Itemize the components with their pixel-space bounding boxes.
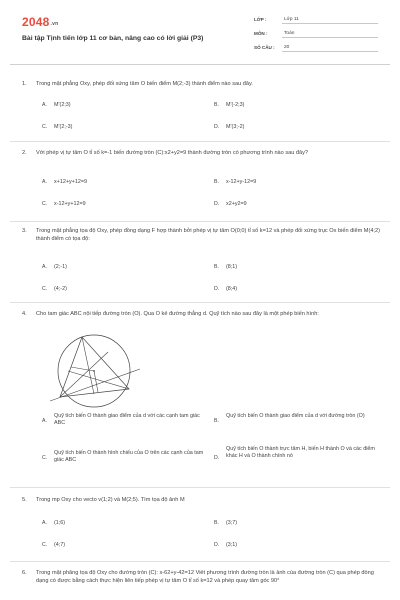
question-5 xyxy=(22,497,382,557)
question-number: 4. xyxy=(22,311,27,317)
header xyxy=(0,0,400,70)
option-text: x2+y2=9 xyxy=(226,201,247,207)
option-letter: B. xyxy=(214,264,219,270)
option-letter: A. xyxy=(42,179,47,185)
option-text: Quỹ tích biến O thành giao điểm của d với các cạnh tam giác ABC xyxy=(54,413,200,427)
grade-label: LỚP : xyxy=(254,17,267,22)
triangle-circle-figure xyxy=(38,331,148,411)
count-label: SỐ CÂU : xyxy=(254,45,275,50)
question-divider xyxy=(10,561,390,562)
option-text: M'(-2;3) xyxy=(226,102,245,108)
logo-main: 2048 xyxy=(22,15,50,29)
question-stem: Trong mp Oxy cho vecto v(1;2) và M(2;5). Tìm tọa độ ảnh M xyxy=(36,497,185,503)
option-letter: D. xyxy=(214,124,220,130)
option-text: (1;6) xyxy=(54,520,66,526)
question-2 xyxy=(22,150,382,218)
subject-label: MÔN : xyxy=(254,31,268,36)
option-text: (4;-2) xyxy=(54,286,67,292)
option-letter: D. xyxy=(214,201,220,207)
option-letter: C. xyxy=(42,124,48,130)
header-divider xyxy=(10,64,390,65)
option-letter: A. xyxy=(42,520,47,526)
option-letter: D. xyxy=(214,455,220,461)
option-text: (8;4) xyxy=(226,286,238,292)
question-stem: Trong mặt phẳng tọa độ Oxy, phép đồng dạng F hợp thành bởi phép vị tự tâm O(0;0) tỉ số k=12 và phép đối xứng trục Ox biến điểm M(4;2) thành điểm có tọa độ: xyxy=(36,228,380,242)
question-number: 3. xyxy=(22,228,27,234)
option-text: M'(2;-3) xyxy=(54,124,73,130)
option-letter: B. xyxy=(214,418,219,424)
page-title: Bài tập Tịnh tiến lớp 11 cơ bản, nâng cao có lời giải (P3) xyxy=(22,35,204,42)
option-letter: C. xyxy=(42,542,48,548)
option-text: x-12+y+12=9 xyxy=(54,201,86,207)
option-letter: A. xyxy=(42,418,47,424)
question-3 xyxy=(22,228,382,296)
question-stem: Trong mặt phẳng tọa độ Oxy cho đường tròn (C): x-62+y-42=12 Viết phương trình đường tròn là ảnh của đường tròn (C) qua phép đồng dạng có được bằng cách thực hiện liên tiếp phép vị tự tâm O tỉ số k=12 và phép quay tâm góc 90° xyxy=(36,570,374,584)
question-number: 5. xyxy=(22,497,27,503)
count-underline xyxy=(282,51,378,52)
question-number: 6. xyxy=(22,570,27,576)
option-letter: A. xyxy=(42,102,47,108)
option-letter: C. xyxy=(42,286,48,292)
question-stem: Cho tam giác ABC nội tiếp đường tròn (O). Qua O kẻ đường thẳng d. Quỹ tích nào sau đây là một phép biến hình: xyxy=(36,311,319,317)
option-text: Quỹ tích biến O thành trực tâm H, biến H thành O và các điểm khác H và O thành chính nó xyxy=(226,446,375,460)
grade-underline xyxy=(282,23,378,24)
option-text: (3;1) xyxy=(226,542,238,548)
option-letter: C. xyxy=(42,201,48,207)
grade-value: Lớp 11 xyxy=(284,17,299,22)
option-text: Quỹ tích biến O thành giao điểm của d với đường tròn (O) xyxy=(226,413,365,419)
option-text: Quỹ tích biến O thành hình chiếu của O trên các cạnh của tam giác ABC xyxy=(54,450,204,464)
question-divider xyxy=(10,141,390,142)
logo-suffix: .vn xyxy=(50,21,59,27)
option-text: (8;1) xyxy=(226,264,238,270)
option-letter: A. xyxy=(42,264,47,270)
question-number: 2. xyxy=(22,150,27,156)
question-stem: Với phép vị tự tâm O tỉ số k=-1 biến đường tròn (C):x2+y2=9 thành đường tròn có phương trình nào sau đây? xyxy=(36,150,309,156)
option-letter: B. xyxy=(214,102,219,108)
question-1 xyxy=(22,81,382,141)
question-number: 1. xyxy=(22,81,27,87)
option-letter: C. xyxy=(42,455,48,461)
option-text: (4;7) xyxy=(54,542,66,548)
subject-value: Toán xyxy=(284,31,295,36)
option-letter: B. xyxy=(214,179,219,185)
question-6 xyxy=(22,570,382,600)
site-logo[interactable] xyxy=(22,14,58,30)
option-letter: B. xyxy=(214,520,219,526)
option-text: M'(2;3) xyxy=(54,102,71,108)
question-4 xyxy=(22,311,382,483)
question-stem: Trong mặt phẳng Oxy, phép đối xứng tâm O biến điểm M(2;-3) thành điểm nào sau đây. xyxy=(36,81,253,87)
option-letter: D. xyxy=(214,542,220,548)
option-text: (2;-1) xyxy=(54,264,67,270)
option-text: x+12+y+12=9 xyxy=(54,179,87,185)
option-letter: D. xyxy=(214,286,220,292)
option-text: M'(3;-2) xyxy=(226,124,245,130)
option-text: (3;7) xyxy=(226,520,238,526)
question-divider xyxy=(10,221,390,222)
option-text: x-12+y-12=9 xyxy=(226,179,257,185)
count-value: 20 xyxy=(284,45,290,50)
subject-underline xyxy=(282,37,378,38)
question-divider xyxy=(10,302,390,303)
question-divider xyxy=(10,487,390,488)
